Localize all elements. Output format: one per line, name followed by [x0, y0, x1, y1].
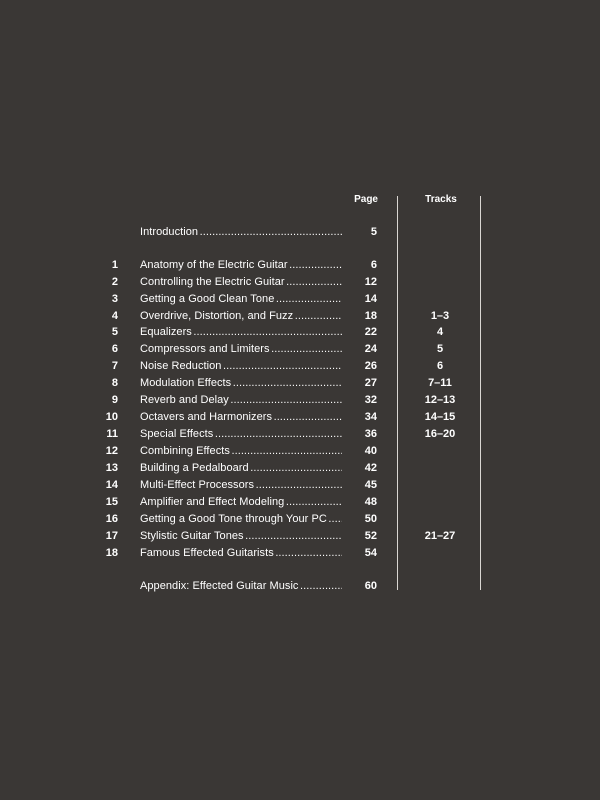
chapter-title: Getting a Good Clean Tone . . . [140, 293, 374, 305]
chapter-page: 14 [342, 293, 377, 305]
toc-chapter-row [0, 411, 600, 429]
chapter-number: 5 [111, 326, 118, 338]
chapter-title: Octavers and Harmonizers . . . [140, 411, 374, 423]
chapter-title: Reverb and Delay . . . [140, 394, 374, 406]
chapter-number: 13 [105, 462, 118, 474]
toc-chapter-row [0, 360, 600, 378]
chapter-page: 40 [342, 445, 377, 457]
chapter-page: 34 [342, 411, 377, 423]
chapter-page: 36 [342, 428, 377, 440]
toc-intro-title: Introduction . . . [140, 226, 374, 238]
chapter-number: 11 [106, 428, 118, 440]
chapter-page: 50 [342, 513, 377, 525]
chapter-number: 8 [111, 377, 118, 389]
toc-chapter-row [0, 276, 600, 294]
chapter-title: Noise Reduction . . . [140, 360, 374, 372]
chapter-title: Combining Effects . . . [140, 445, 374, 457]
chapter-title: Special Effects . . . [140, 428, 374, 440]
chapter-page: 27 [342, 377, 377, 389]
chapter-number: 15 [105, 496, 118, 508]
toc-chapter-row [0, 343, 600, 361]
toc-chapter-row [0, 326, 600, 344]
toc-chapter-row [0, 377, 600, 395]
chapter-number: 17 [105, 530, 118, 542]
toc-chapter-row [0, 530, 600, 548]
chapter-title: Stylistic Guitar Tones . . . [140, 530, 374, 542]
chapter-number: 2 [111, 276, 118, 288]
chapter-tracks: 7–11 [428, 377, 452, 389]
chapter-title: Controlling the Electric Guitar . . . [140, 276, 374, 288]
chapter-tracks: 4 [436, 326, 444, 338]
chapter-page: 22 [342, 326, 377, 338]
chapter-title: Getting a Good Tone through Your PC . . . [140, 513, 374, 525]
chapter-page: 24 [342, 343, 377, 355]
chapter-page: 42 [342, 462, 377, 474]
chapter-tracks: 21–27 [424, 530, 456, 542]
chapter-tracks: 1–3 [430, 310, 450, 322]
toc-appendix-page: 60 [342, 580, 377, 592]
chapter-title: Modulation Effects . . . [140, 377, 374, 389]
toc-chapter-row [0, 479, 600, 497]
chapter-title: Compressors and Limiters . . . [140, 343, 374, 355]
chapter-number: 7 [111, 360, 118, 372]
chapter-title: Equalizers . . . [140, 326, 374, 338]
chapter-page: 18 [342, 310, 377, 322]
chapter-number: 3 [111, 293, 118, 305]
toc-chapter-row [0, 428, 600, 446]
chapter-number: 1 [111, 259, 118, 271]
chapter-tracks: 12–13 [424, 394, 456, 406]
chapter-number: 6 [111, 343, 118, 355]
chapter-page: 52 [342, 530, 377, 542]
toc-appendix-title: Appendix: Effected Guitar Music . . . [140, 580, 374, 592]
toc-chapter-row [0, 513, 600, 531]
chapter-page: 6 [342, 259, 377, 271]
toc-chapter-row [0, 394, 600, 412]
page-column-header: Page [354, 194, 378, 205]
chapter-page: 32 [342, 394, 377, 406]
chapter-page: 48 [342, 496, 377, 508]
chapter-tracks: 5 [436, 343, 444, 355]
chapter-number: 12 [105, 445, 118, 457]
chapter-page: 45 [342, 479, 377, 491]
toc-chapter-row [0, 259, 600, 277]
chapter-number: 9 [111, 394, 118, 406]
chapter-title: Overdrive, Distortion, and Fuzz . . . [140, 310, 374, 322]
chapter-page: 54 [342, 547, 377, 559]
toc-intro-row [0, 226, 600, 244]
toc-chapter-row [0, 293, 600, 311]
toc-chapter-row [0, 547, 600, 565]
chapter-title: Famous Effected Guitarists . . . [140, 547, 374, 559]
toc-appendix-row [0, 580, 600, 598]
chapter-title: Building a Pedalboard . . . [140, 462, 374, 474]
chapter-tracks: 14–15 [424, 411, 456, 423]
chapter-title: Multi-Effect Processors . . . [140, 479, 374, 491]
chapter-tracks: 6 [436, 360, 444, 372]
chapter-page: 26 [342, 360, 377, 372]
chapter-title: Amplifier and Effect Modeling . . . [140, 496, 374, 508]
chapter-number: 16 [105, 513, 118, 525]
chapter-number: 4 [111, 310, 118, 322]
toc-chapter-row [0, 462, 600, 480]
chapter-number: 18 [105, 547, 118, 559]
chapter-title: Anatomy of the Electric Guitar . . . [140, 259, 374, 271]
chapter-page: 12 [342, 276, 377, 288]
toc-chapter-row [0, 496, 600, 514]
chapter-number: 14 [105, 479, 118, 491]
chapter-number: 10 [105, 411, 118, 423]
tracks-column-header: Tracks [425, 194, 457, 205]
toc-chapter-row [0, 445, 600, 463]
toc-intro-page: 5 [342, 226, 377, 238]
chapter-tracks: 16–20 [424, 428, 456, 440]
